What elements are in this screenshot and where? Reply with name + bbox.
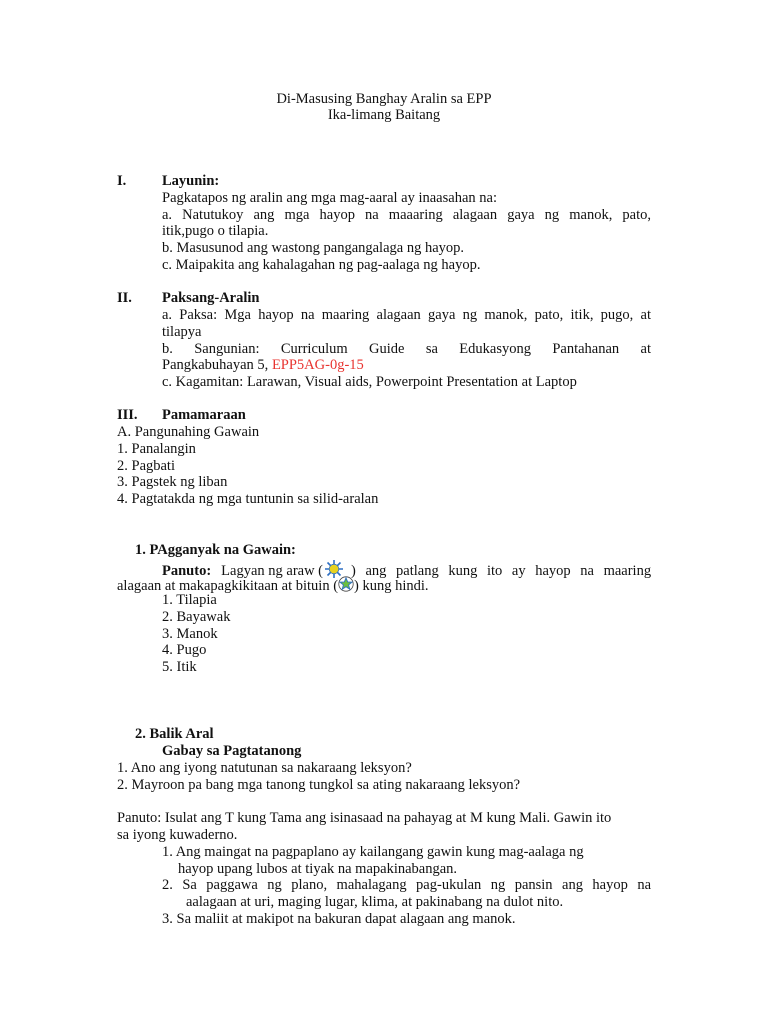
activity-2-heading: 2. Balik Aral — [135, 726, 214, 742]
activity-1-heading: 1. PAgganyak na Gawain: — [135, 542, 296, 558]
instruction-text: Lagyan ng araw ( — [221, 563, 324, 579]
list-item: 5. Itik — [162, 659, 197, 675]
topic-c: c. Kagamitan: Larawan, Visual aids, Powerpoint Presentation at Laptop — [162, 374, 577, 390]
topic-b-line1: b. Sangunian: Curriculum Guide sa Edukasyong Pantahanan at — [162, 341, 651, 357]
quiz-instruction-line1: Panuto: Isulat ang T kung Tama ang isinasaad na pahayag at M kung Mali. Gawin ito — [117, 810, 612, 826]
procedure-sub: A. Pangunahing Gawain — [117, 424, 260, 440]
procedure-item: 2. Pagbati — [117, 458, 175, 474]
procedure-item: 1. Panalangin — [117, 441, 196, 457]
section-1-heading: Layunin: — [162, 173, 220, 189]
curriculum-code: EPP5AG-0g-15 — [271, 357, 364, 373]
section-1-numeral: I. — [117, 173, 127, 189]
instruction-after-sun: ) ang patlang kung ito ay hayop na maaring — [351, 563, 652, 579]
instruction-line2-text: alagaan at makapagkikitaan at bituin ( — [117, 578, 339, 594]
document-title: Di-Masusing Banghay Aralin sa EPP — [276, 91, 492, 107]
procedure-item: 3. Pagstek ng liban — [117, 474, 228, 490]
quiz-item-1-line1: 1. Ang maingat na pagpaplano ay kailangang gawin kung mag-aalaga ng — [162, 844, 584, 860]
objective-a-line1: a. Natutukoy ang mga hayop na maaaring alagaan gaya ng manok, pato, — [162, 207, 651, 223]
procedure-item: 4. Pagtatakda ng mga tuntunin sa silid-aralan — [117, 491, 379, 507]
quiz-item-2-line2: aalagaan at uri, maging lugar, klima, at pakinabang na dulot nito. — [186, 894, 564, 910]
quiz-item-2-line1: 2. Sa paggawa ng plano, mahalagang pag-ukulan ng pansin ang hayop na — [162, 877, 651, 893]
list-item: 1. Tilapia — [162, 592, 217, 608]
review-question: 2. Mayroon pa bang mga tanong tungkol sa ating nakaraang leksyon? — [117, 777, 521, 793]
topic-b-text: Pangkabuhayan 5, — [162, 357, 269, 373]
quiz-instruction-line2: sa iyong kuwaderno. — [117, 827, 238, 843]
quiz-item-3-line1: 3. Sa maliit at makipot na bakuran dapat alagaan ang manok. — [162, 911, 516, 927]
quiz-item-1-line2: hayop upang lubos at tiyak na mapakinabangan. — [178, 861, 458, 877]
section-3-heading: Pamamaraan — [162, 407, 246, 423]
topic-a-line2: tilapya — [162, 324, 202, 340]
topic-a-line1: a. Paksa: Mga hayop na maaring alagaan gaya ng manok, pato, itik, pugo, at — [162, 307, 651, 323]
objective-c: c. Maipakita ang kahalagahan ng pag-aalaga ng hayop. — [162, 257, 481, 273]
panuto-label: Panuto: — [162, 563, 212, 579]
grade-level: Ika-limang Baitang — [327, 107, 441, 123]
list-item: 4. Pugo — [162, 642, 207, 658]
list-item: 3. Manok — [162, 626, 218, 642]
section-2-numeral: II. — [117, 290, 132, 306]
topic-b-line2 — [162, 357, 364, 374]
review-question: 1. Ano ang iyong natutunan sa nakaraang leksyon? — [117, 760, 412, 776]
activity-2-subheading: Gabay sa Pagtatanong — [162, 743, 302, 759]
objectives-intro: Pagkatapos ng aralin ang mga mag-aaral ay inaasahan na: — [162, 190, 497, 206]
star-icon — [338, 576, 354, 597]
objective-a-line2: itik,pugo o tilapia. — [162, 223, 269, 239]
list-item: 2. Bayawak — [162, 609, 231, 625]
objective-b: b. Masusunod ang wastong pangangalaga ng hayop. — [162, 240, 465, 256]
instruction-line2-after: ) kung hindi. — [354, 578, 429, 594]
section-2-heading: Paksang-Aralin — [162, 290, 260, 306]
section-3-numeral: III. — [117, 407, 138, 423]
